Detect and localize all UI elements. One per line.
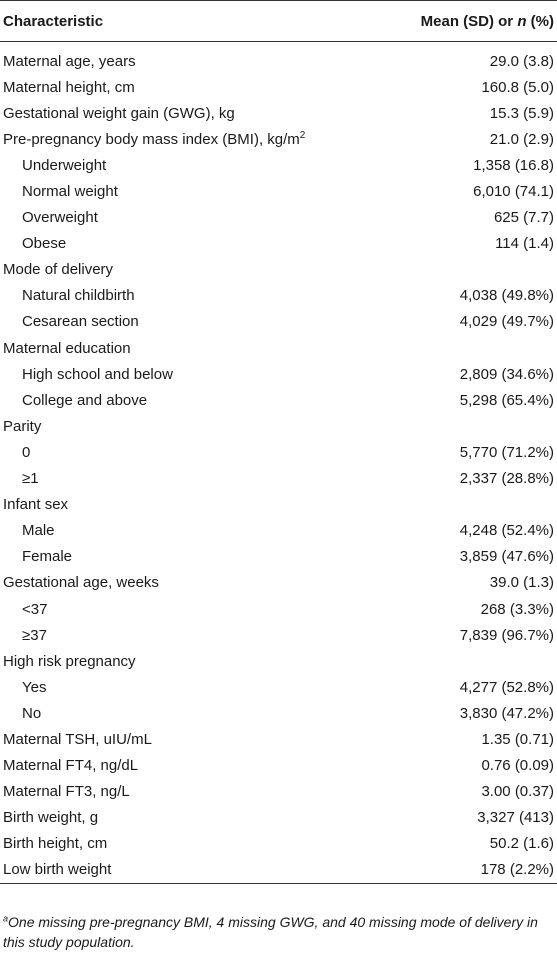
row-characteristic [0, 100, 377, 126]
row-characteristic-text: Maternal FT4, ng/dL [3, 757, 139, 775]
table-row [0, 857, 557, 884]
row-value: 50.2 (1.6) [489, 835, 554, 853]
row-characteristic-text: <37 [22, 600, 48, 618]
row-characteristic [0, 335, 377, 361]
header-col2-prefix: Mean (SD) or [420, 12, 518, 30]
row-value: 0.76 (0.09) [481, 757, 554, 775]
table-row [0, 309, 557, 335]
row-characteristic-text: Maternal TSH, uIU/mL [3, 730, 152, 748]
row-value: 21.0 (2.9) [489, 130, 554, 148]
header-col2-n: n [517, 12, 527, 30]
footnote-marker: a [3, 913, 9, 924]
row-characteristic [0, 648, 377, 674]
row-characteristic [0, 413, 377, 439]
row-characteristic [0, 596, 377, 622]
table-row [0, 570, 557, 596]
row-characteristic [0, 42, 377, 75]
row-value: 4,029 (49.7%) [459, 313, 554, 331]
row-value [377, 335, 557, 361]
row-characteristic-text: 0 [22, 443, 31, 461]
row-characteristic-text: Mode of delivery [3, 261, 114, 279]
table-row [0, 544, 557, 570]
row-value: 5,770 (71.2%) [459, 443, 554, 461]
table-row [0, 674, 557, 700]
table-row [0, 100, 557, 126]
table-row [0, 205, 557, 231]
table-row [0, 726, 557, 752]
row-value: 6,010 (74.1) [473, 183, 554, 201]
row-characteristic-text: Maternal age, years [3, 52, 136, 70]
row-characteristic [0, 283, 377, 309]
row-characteristic [0, 570, 377, 596]
row-value: 3,830 (47.2%) [459, 704, 554, 722]
row-characteristic [0, 622, 377, 648]
row-value: 268 (3.3%) [480, 600, 554, 618]
table-row [0, 283, 557, 309]
row-characteristic [0, 805, 377, 831]
row-characteristic-text: Male [22, 522, 55, 540]
row-value: 1,358 (16.8) [473, 156, 554, 174]
table-row [0, 126, 557, 152]
row-value: 114 (1.4) [495, 235, 554, 253]
table-row [0, 779, 557, 805]
row-characteristic [0, 700, 377, 726]
row-value: 4,038 (49.8%) [459, 287, 554, 305]
row-characteristic-text: Overweight [22, 209, 98, 227]
header-col2-suffix: (%) [526, 12, 554, 30]
table-row [0, 152, 557, 178]
row-characteristic-text: Natural childbirth [22, 287, 135, 305]
table-row [0, 831, 557, 857]
table-row [0, 648, 557, 674]
table-row [0, 42, 557, 75]
row-characteristic-text: College and above [22, 391, 148, 409]
row-characteristic-text: Gestational weight gain (GWG), kg [3, 104, 235, 122]
row-value: 625 (7.7) [493, 209, 554, 227]
row-characteristic-text: Maternal education [3, 339, 131, 357]
row-characteristic-text: Low birth weight [3, 861, 112, 879]
table-row [0, 387, 557, 413]
row-characteristic [0, 257, 377, 283]
row-characteristic-text: Maternal FT3, ng/L [3, 783, 130, 801]
row-characteristic-text: High risk pregnancy [3, 652, 136, 670]
row-value: 160.8 (5.0) [481, 78, 554, 96]
table-body [0, 42, 557, 884]
row-value [377, 257, 557, 283]
table-row [0, 257, 557, 283]
row-value: 4,248 (52.4%) [459, 522, 554, 540]
row-characteristic [0, 74, 377, 100]
table-row [0, 596, 557, 622]
row-value: 4,277 (52.8%) [459, 678, 554, 696]
row-characteristic [0, 152, 377, 178]
row-characteristic [0, 466, 377, 492]
table-row [0, 413, 557, 439]
row-value: 3,859 (47.6%) [459, 548, 554, 566]
table-footnote [3, 912, 555, 952]
row-value: 178 (2.2%) [377, 857, 557, 884]
row-characteristic-text: Gestational age, weeks [3, 574, 159, 592]
row-characteristic [0, 205, 377, 231]
row-characteristic-text: Cesarean section [22, 313, 139, 331]
table-row [0, 231, 557, 257]
row-characteristic [0, 674, 377, 700]
table-row [0, 700, 557, 726]
row-characteristic-text: Obese [22, 235, 67, 253]
row-characteristic [0, 309, 377, 335]
row-characteristic [0, 126, 377, 152]
row-characteristic [0, 361, 377, 387]
table-row [0, 439, 557, 465]
row-characteristic [0, 518, 377, 544]
row-characteristic-text: High school and below [22, 365, 173, 383]
row-characteristic [0, 439, 377, 465]
row-characteristic-text: Birth height, cm [3, 835, 108, 853]
header-characteristic: Characteristic [0, 1, 377, 42]
row-characteristic-text: ≥1 [22, 470, 39, 488]
row-characteristic [0, 492, 377, 518]
row-value: 2,337 (28.8%) [459, 470, 554, 488]
row-value: 3.00 (0.37) [481, 783, 554, 801]
table-row [0, 178, 557, 204]
row-characteristic-text: Birth weight, g [3, 809, 99, 827]
table-row [0, 492, 557, 518]
row-characteristic-text: Underweight [22, 156, 107, 174]
row-value: 1.35 (0.71) [481, 730, 554, 748]
row-characteristic-text: Yes [22, 678, 47, 696]
table-row [0, 74, 557, 100]
row-characteristic [0, 779, 377, 805]
table-row [0, 518, 557, 544]
row-characteristic [0, 387, 377, 413]
row-value: 39.0 (1.3) [489, 574, 554, 592]
footnote-text: One missing pre-pregnancy BMI, 4 missing GWG, and 40 missing mode of delivery in this study population. [3, 914, 538, 950]
row-characteristic-text: Normal weight [22, 183, 118, 201]
row-value: 2,809 (34.6%) [459, 365, 554, 383]
row-characteristic-text: Pre-pregnancy body mass index (BMI), kg/m [3, 130, 300, 148]
row-value [377, 648, 557, 674]
table-row [0, 805, 557, 831]
row-characteristic [0, 178, 377, 204]
row-characteristic-text: Infant sex [3, 496, 69, 514]
row-value [377, 413, 557, 439]
row-characteristic-text: Maternal height, cm [3, 78, 135, 96]
row-value: 15.3 (5.9) [489, 104, 554, 122]
header-mean-sd-or-n [377, 1, 557, 42]
row-characteristic [0, 544, 377, 570]
row-value: 3,327 (413) [477, 809, 554, 827]
table-row [0, 361, 557, 387]
table-row [0, 622, 557, 648]
table-row [0, 466, 557, 492]
row-characteristic [0, 857, 377, 884]
row-characteristic-text: Parity [3, 417, 42, 435]
row-characteristic-text: Female [22, 548, 73, 566]
row-value: 7,839 (96.7%) [459, 626, 554, 644]
header-row [0, 1, 557, 42]
row-characteristic [0, 753, 377, 779]
row-superscript: 2 [299, 129, 306, 141]
row-characteristic [0, 231, 377, 257]
row-value [377, 492, 557, 518]
row-characteristic [0, 831, 377, 857]
table-row [0, 753, 557, 779]
row-value: 29.0 (3.8) [489, 52, 554, 70]
row-value: 5,298 (65.4%) [459, 391, 554, 409]
table-header [0, 1, 557, 42]
row-characteristic-text: ≥37 [22, 626, 47, 644]
table-row [0, 335, 557, 361]
row-characteristic [0, 726, 377, 752]
row-characteristic-text: No [22, 704, 42, 722]
